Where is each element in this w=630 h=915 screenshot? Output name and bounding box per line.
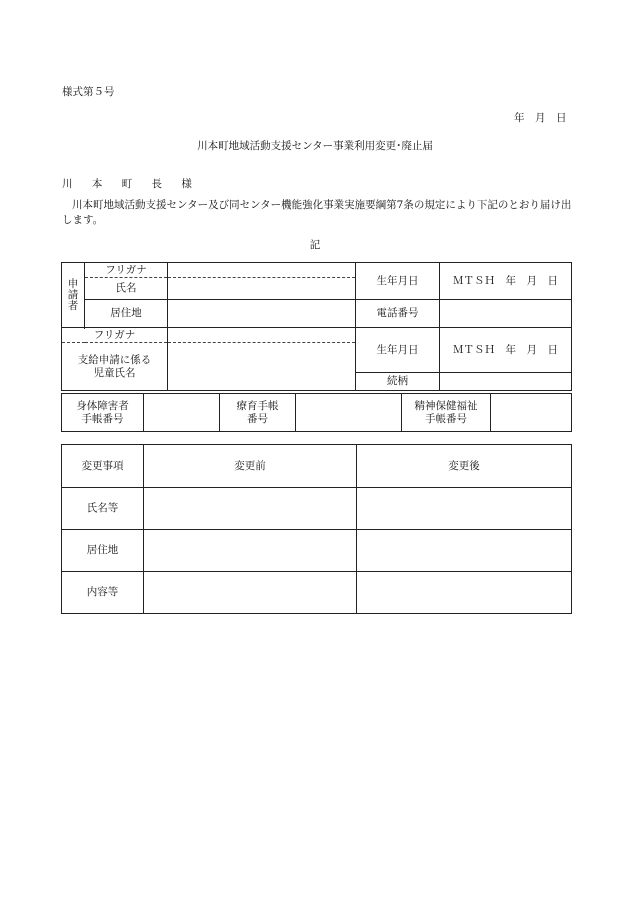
document-title: 川本町地域活動支援センター事業利用変更･廃止届	[197, 140, 433, 152]
applicant-furigana-label: フリガナ	[85, 263, 168, 278]
applicant-group-label: 申 請 者	[62, 263, 85, 328]
ryoiku-handbook-line1: 療育手帳	[236, 399, 279, 412]
child-name-label	[62, 343, 168, 391]
change-header-after: 変更後	[357, 445, 572, 488]
child-relation-label: 続柄	[356, 373, 440, 391]
change-row-label: 内容等	[62, 572, 144, 614]
applicant-birth-label: 生年月日	[356, 263, 440, 300]
change-before-field[interactable]	[144, 530, 357, 572]
child-name-line1: 支給申請に係る	[77, 353, 152, 366]
mental-handbook-line1: 精神保健福祉	[414, 399, 478, 412]
table-row	[62, 530, 572, 572]
applicant-phone-label: 電話番号	[356, 300, 440, 328]
ryoiku-handbook-label	[220, 394, 296, 432]
form-number: 様式第５号	[62, 86, 115, 98]
applicant-name-label: 氏名	[85, 278, 168, 300]
change-row-label: 氏名等	[62, 488, 144, 530]
table-row	[62, 488, 572, 530]
change-header-item: 変更事項	[62, 445, 144, 488]
child-relation-field[interactable]	[440, 373, 572, 391]
change-after-field[interactable]	[357, 488, 572, 530]
physical-handbook-field[interactable]	[144, 394, 220, 432]
physical-handbook-line2: 手帳番号	[81, 412, 124, 425]
change-row-label: 居住地	[62, 530, 144, 572]
physical-handbook-line1: 身体障害者	[76, 399, 129, 412]
date-placeholder: 年 月 日	[514, 112, 567, 124]
change-header-before: 変更前	[144, 445, 357, 488]
change-table	[61, 444, 572, 614]
addressee: 川 本 町 長 様	[62, 178, 200, 190]
change-before-field[interactable]	[144, 488, 357, 530]
change-before-field[interactable]	[144, 572, 357, 614]
table-row	[62, 572, 572, 614]
applicant-birth-value[interactable]: ＭＴＳＨ 年 月 日	[440, 263, 572, 300]
child-birth-label: 生年月日	[356, 328, 440, 373]
child-name-field[interactable]	[168, 343, 356, 391]
mental-handbook-line2: 手帳番号	[425, 412, 467, 425]
applicant-address-label: 居住地	[85, 300, 168, 328]
ki-label: 記	[309, 239, 321, 251]
applicant-table	[61, 262, 572, 391]
change-after-field[interactable]	[357, 572, 572, 614]
ryoiku-handbook-field[interactable]	[296, 394, 402, 432]
applicant-name-field[interactable]	[168, 278, 356, 300]
physical-handbook-label	[62, 394, 144, 432]
applicant-address-field[interactable]	[168, 300, 356, 328]
applicant-furigana-field[interactable]	[168, 263, 356, 278]
child-name-line2: 児童氏名	[93, 366, 136, 379]
ryoiku-handbook-line2: 番号	[247, 412, 268, 425]
change-after-field[interactable]	[357, 530, 572, 572]
handbook-table	[61, 393, 572, 432]
child-furigana-field[interactable]	[168, 328, 356, 343]
mental-handbook-field[interactable]	[491, 394, 572, 432]
body-text: 川本町地域活動支援センター及び同センター機能強化事業実施要綱第7条の規定により下記のとおり届け出します。	[62, 199, 572, 226]
mental-handbook-label	[402, 394, 491, 432]
applicant-phone-field[interactable]	[440, 300, 572, 328]
child-furigana-label: フリガナ	[62, 328, 168, 343]
child-birth-value[interactable]: ＭＴＳＨ 年 月 日	[440, 328, 572, 373]
